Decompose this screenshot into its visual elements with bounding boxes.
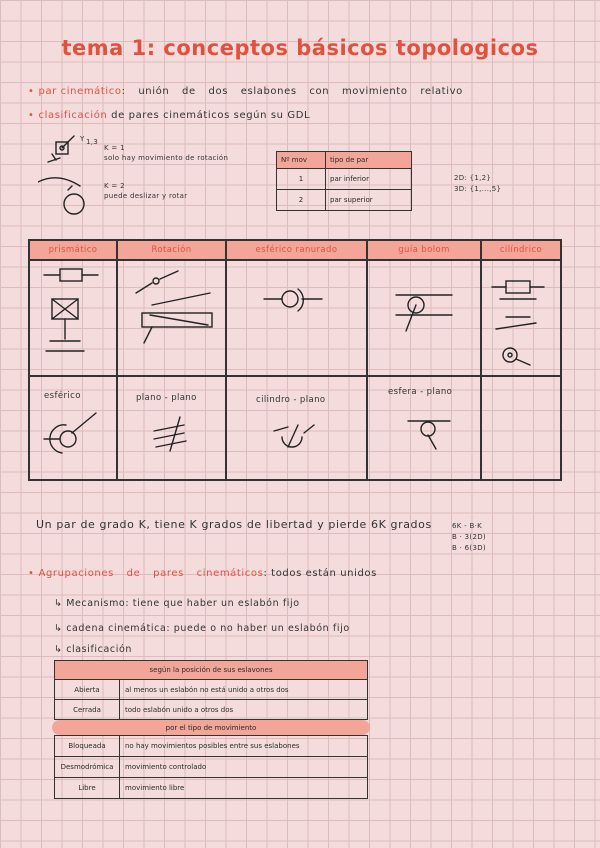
row-key: Cerrada: [55, 700, 120, 719]
agrupaciones-label: Agrupaciones de pares cinemáticos: [38, 568, 264, 579]
pairs-header-cilindrico: cilíndrico: [482, 241, 560, 261]
grade-note: Un par de grado K, tiene K grados de libertad y pierde 6K grados: [36, 518, 432, 531]
k1-desc: solo hay movimiento de rotación: [104, 154, 229, 162]
table-row: [54, 680, 368, 700]
bullet-par-cinematico: • par cinemático: unión de dos eslabones con movimiento relativo: [28, 86, 463, 97]
gdl-header-tipo: tipo de par: [326, 152, 412, 169]
k1-label: K = 1: [104, 144, 125, 152]
table-row: [54, 735, 368, 757]
par-text: : unión de dos eslabones con movimiento relativo: [121, 86, 463, 97]
sub-label: 1,3: [86, 138, 99, 146]
rotation-symbol-icon: [122, 265, 222, 371]
side-note-3d: 3D: {1,...,5}: [454, 185, 502, 193]
sphere-plane-symbol-icon: [390, 401, 476, 471]
slider-guide-symbol-icon: [372, 265, 476, 371]
clasif-text: de pares cinemáticos según su GDL: [111, 110, 311, 121]
row-value: al menos un eslabón no está unido a otros dos: [125, 685, 289, 694]
cadena-line: [54, 623, 350, 634]
pairs-header-rotacion: Rotación: [118, 241, 225, 261]
divider: [116, 241, 118, 479]
spherical-symbol-icon: [36, 401, 112, 473]
formula-line-2: B · 3(2D): [452, 533, 486, 541]
side-note-2d: 2D: {1,2}: [454, 174, 492, 182]
pairs-table: [28, 239, 560, 479]
classification-head-position: según la posición de sus eslavones: [54, 660, 368, 680]
agrupaciones-text: : todos están unidos: [263, 568, 377, 579]
formula-line-3: B · 6(3D): [452, 544, 486, 552]
cylindrical-symbol-icon: [486, 265, 558, 371]
gdl-cell: 2: [277, 190, 326, 211]
gdl-table: [276, 151, 412, 211]
pair-label-cilindro-plano: cilindro - plano: [256, 395, 326, 405]
cylinder-plane-symbol-icon: [268, 411, 348, 471]
table-row: [54, 778, 368, 799]
row-key: Abierta: [55, 680, 120, 699]
gdl-cell: par inferior: [326, 169, 412, 190]
table-row: [54, 700, 368, 720]
gdl-cell: 1: [277, 169, 326, 190]
clasificacion-line: [54, 644, 132, 655]
plane-plane-symbol-icon: [140, 411, 220, 471]
bullet-clasificacion: • clasificación de pares cinemáticos según su GDL: [28, 110, 311, 121]
bullet-agrupaciones: • Agrupaciones de pares cinemáticos: todos están unidos: [28, 568, 377, 579]
mecanismo-line: [54, 598, 300, 609]
row-key: Desmodrómica: [55, 757, 120, 777]
formula-line-1: 6K - B·K: [452, 522, 483, 530]
row-key: Bloqueada: [55, 736, 120, 756]
row-value: todo eslabón unido a otros dos: [125, 705, 234, 714]
divider: [366, 241, 368, 479]
page-title: tema 1: conceptos básicos topologicos: [61, 36, 539, 60]
cadena-text: cadena cinemática: puede o no haber un eslabón fijo: [66, 623, 350, 634]
divider: [30, 375, 560, 377]
axis-label: Y: [80, 135, 85, 143]
classification-table: [54, 660, 368, 799]
pairs-header-esferico-ranurado: esférico ranurado: [227, 241, 366, 261]
table-row: [54, 757, 368, 778]
k2-desc: puede deslizar y rotar: [104, 192, 188, 200]
pairs-grid: [28, 239, 562, 481]
pairs-header-guia-bolom: guía bolom: [368, 241, 480, 261]
slotted-spherical-symbol-icon: [232, 265, 362, 371]
pair-label-esfera-plano: esfera - plano: [388, 387, 453, 397]
pair-label-esferico: esférico: [44, 391, 81, 401]
par-label: par cinemático: [38, 86, 122, 97]
clasificacion-text: clasificación: [66, 644, 132, 655]
arrow-icon: ↳: [54, 623, 67, 634]
row-value: movimiento libre: [125, 784, 185, 792]
divider: [480, 241, 482, 479]
pair-label-plano-plano: plano - plano: [136, 393, 197, 403]
gdl-cell: par superior: [326, 190, 412, 211]
arrow-icon: ↳: [54, 598, 67, 609]
mecanismo-text: Mecanismo: tiene que haber un eslabón fijo: [66, 598, 300, 609]
k2-label: K = 2: [104, 182, 125, 190]
divider: [225, 241, 227, 479]
clasif-label: clasificación: [38, 110, 108, 121]
gdl-header-nmov: Nº mov: [277, 152, 326, 169]
classification-head-movement: por el tipo de movimiento: [52, 720, 370, 735]
row-value: movimiento controlado: [125, 763, 207, 771]
pairs-header-prismatico: prismático: [30, 241, 116, 261]
row-value: no hay movimientos posibles entre sus eslabones: [125, 742, 300, 750]
row-key: Libre: [55, 778, 120, 798]
prismatic-symbol-icon: [36, 265, 112, 371]
arrow-icon: ↳: [54, 644, 67, 655]
